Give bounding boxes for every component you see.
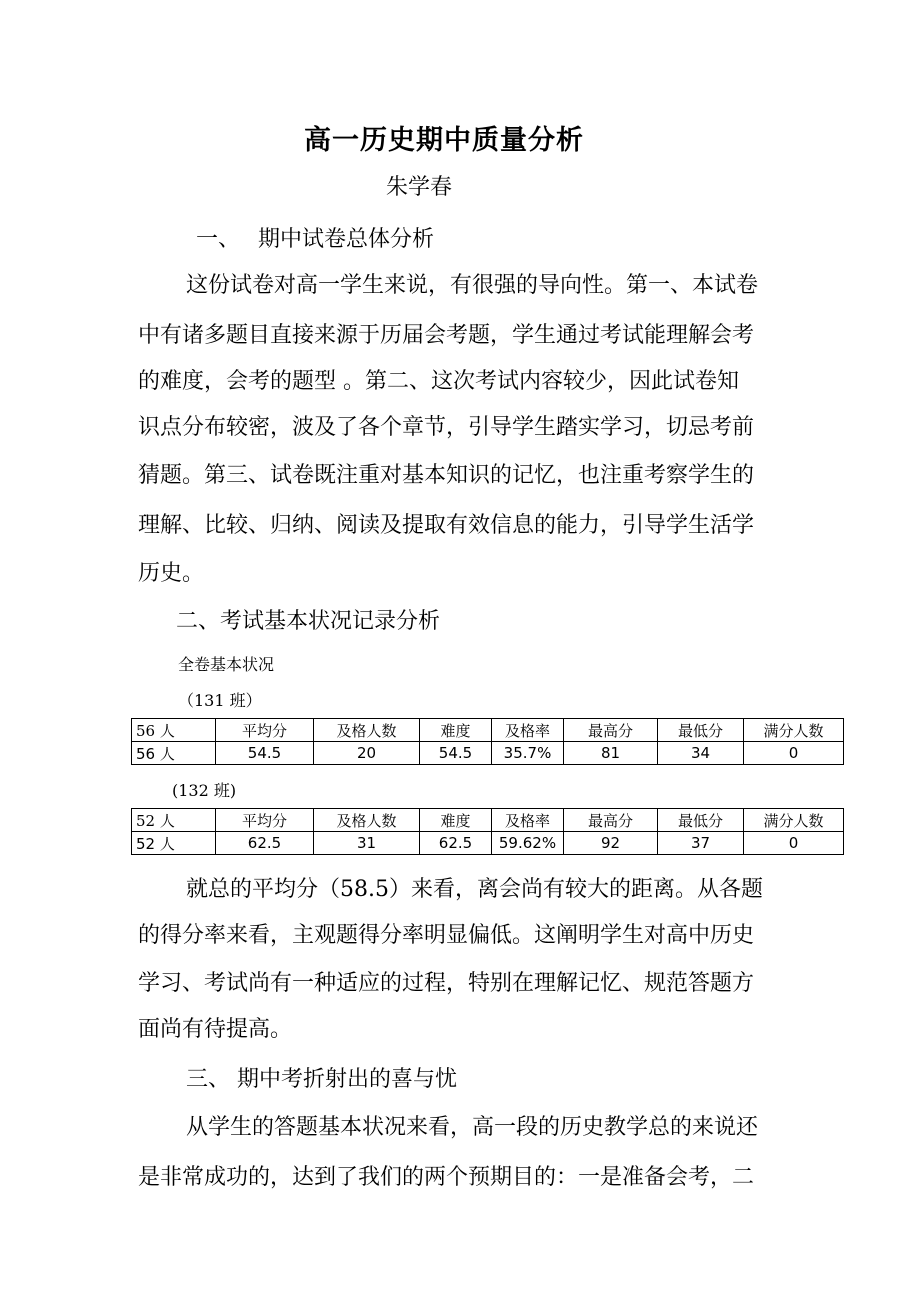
table-cell: 31 — [314, 832, 420, 855]
section1-line: 的难度，会考的题型 。第二、这次考试内容较少，因此试卷知 — [138, 369, 739, 394]
table-cell: 92 — [564, 832, 658, 855]
table-cell: 81 — [564, 742, 658, 765]
table-header-cell: 及格人数 — [314, 809, 420, 832]
table-cell: 0 — [744, 832, 844, 855]
table-cell: 62.5 — [216, 832, 314, 855]
table-header-row — [132, 719, 844, 742]
class-132-table — [131, 808, 844, 855]
document-title: 高一历史期中质量分析 — [304, 125, 584, 156]
table-header-cell: 难度 — [420, 719, 492, 742]
class-132-label: (132 班) — [172, 781, 237, 800]
table-row — [132, 742, 844, 765]
section1-line: 猜题。第三、试卷既注重对基本知识的记忆，也注重考察学生的 — [138, 463, 755, 488]
table-header-cell: 难度 — [420, 809, 492, 832]
section3-line: 从学生的答题基本状况来看，高一段的历史教学总的来说还 — [186, 1115, 759, 1140]
table-cell: 54.5 — [216, 742, 314, 765]
table-header-cell: 平均分 — [216, 809, 314, 832]
table-cell: 56 人 — [132, 742, 216, 765]
class-131-table — [131, 718, 844, 765]
section2-line: 的得分率来看，主观题得分率明显偏低。这阐明学生对高中历史 — [138, 923, 755, 948]
table-header-cell: 及格人数 — [314, 719, 420, 742]
table-cell: 35.7% — [492, 742, 564, 765]
table-header-cell: 52 人 — [132, 809, 216, 832]
section2-subheading: 全卷基本状况 — [178, 655, 275, 674]
table-header-cell: 满分人数 — [744, 719, 844, 742]
section2-line: 就总的平均分（58.5）来看，离会尚有较大的距离。从各题 — [186, 877, 763, 902]
table-header-cell: 满分人数 — [744, 809, 844, 832]
table-header-row — [132, 809, 844, 832]
class-131-label: （131 班） — [178, 691, 262, 710]
section3-line: 是非常成功的，达到了我们的两个预期目的：一是准备会考，二 — [138, 1165, 755, 1190]
section1-line: 理解、比较、归纳、阅读及提取有效信息的能力，引导学生活学 — [138, 513, 755, 538]
section1-heading: 一、 期中试卷总体分析 — [196, 227, 434, 252]
table-header-cell: 最高分 — [564, 719, 658, 742]
table-cell: 62.5 — [420, 832, 492, 855]
table-header-cell: 最高分 — [564, 809, 658, 832]
table-header-cell: 平均分 — [216, 719, 314, 742]
table-header-cell: 56 人 — [132, 719, 216, 742]
section3-heading: 三、 期中考折射出的喜与忧 — [186, 1067, 457, 1092]
table-cell: 20 — [314, 742, 420, 765]
author-name: 朱学春 — [386, 175, 453, 200]
table-header-cell: 及格率 — [492, 719, 564, 742]
table-cell: 59.62% — [492, 832, 564, 855]
table-cell: 34 — [658, 742, 744, 765]
table-row — [132, 832, 844, 855]
section1-line: 这份试卷对高一学生来说，有很强的导向性。第一、本试卷 — [186, 273, 759, 298]
section2-line: 学习、考试尚有一种适应的过程，特别在理解记忆、规范答题方 — [138, 971, 755, 996]
section2-heading: 二、考试基本状况记录分析 — [176, 609, 441, 634]
table-cell: 0 — [744, 742, 844, 765]
table-header-cell: 及格率 — [492, 809, 564, 832]
table-cell: 52 人 — [132, 832, 216, 855]
section2-line: 面尚有待提高。 — [138, 1017, 293, 1042]
table-cell: 54.5 — [420, 742, 492, 765]
section1-line: 识点分布较密，波及了各个章节，引导学生踏实学习，切忌考前 — [138, 415, 755, 440]
table-cell: 37 — [658, 832, 744, 855]
table-header-cell: 最低分 — [658, 809, 744, 832]
section1-line: 历史。 — [138, 561, 205, 586]
table-header-cell: 最低分 — [658, 719, 744, 742]
section1-line: 中有诸多题目直接来源于历届会考题，学生通过考试能理解会考 — [138, 323, 755, 348]
